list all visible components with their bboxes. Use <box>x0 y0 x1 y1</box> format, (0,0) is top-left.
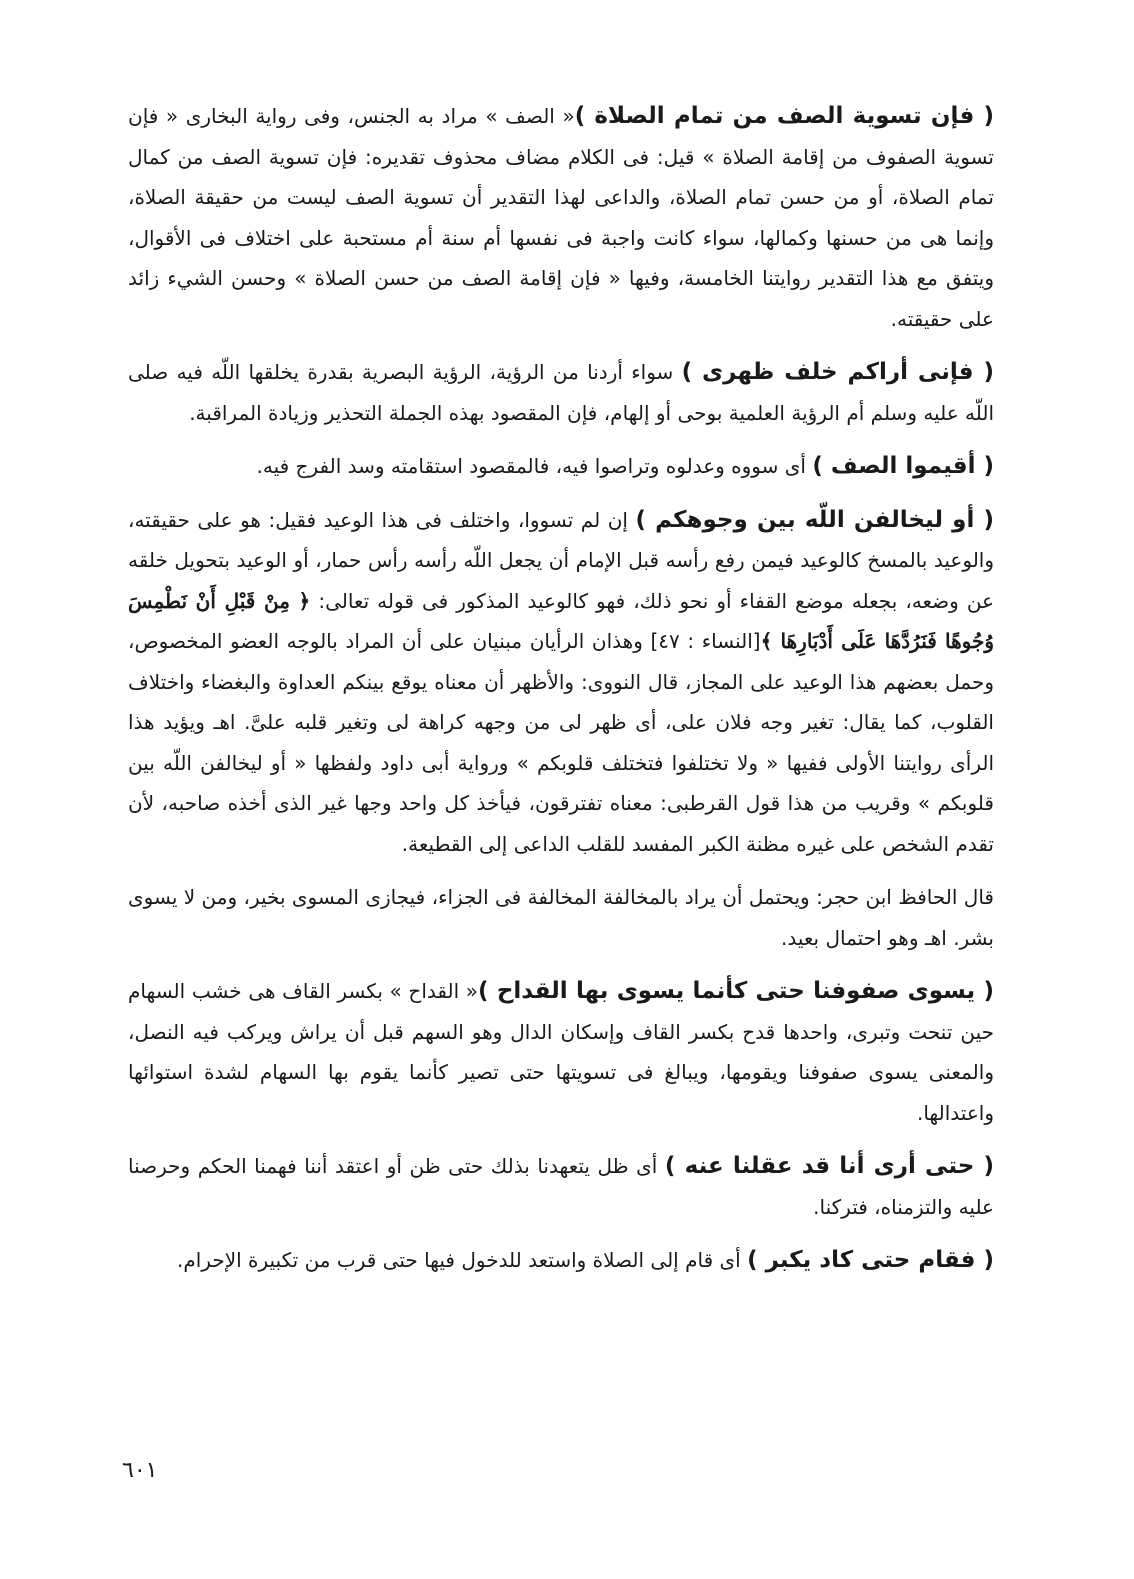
paragraph-4-text-after-verse: [النساء : ٤٧] وهذان الرأيان مبنيان على أن المراد بالوجه العضو المخصوص، وحمل بعضهم هذا الوعيد على المجاز، قال النووى: والأظهر أن معناه يوقع بينكم العداوة والبغضاء واختلاف القلوب، كما يقال: تغير وجه فلان على، أى ظهر لى من وجهه كراهة لى وتغير قلبه علىَّ. اهـ ويؤيد هذا الرأى روايتنا الأولى ففيها « ولا تختلفوا فتختلف قلوبكم » ورواية أبى داود ولفظها « أو ليخالفن اللّه بين قلوبكم » وقريب من هذا قول القرطبى: معناه تفترقون، فيأخذ كل واحد وجها غير الذى أخذه صاحبه، لأن تقدم الشخص على غيره مظنة الكبر المفسد للقلب الداعى إلى القطيعة. <box>128 629 994 856</box>
paragraph-6-heading: ( يسوى صفوفنا حتى كأنما يسوى بها القداح ) <box>478 978 994 1004</box>
paragraph-6-text: « القداح » بكسر القاف هى خشب السهام حين تنحت وتبرى، واحدها قدح بكسر القاف وإسكان الدال وهو السهم قبل أن يراش ويركب فيه النصل، والمعنى يسوى صفوفنا ويقومها، ويبالغ فى تسويتها حتى تصير كأنما يقوم بها السهام لشدة استوائها واعتدالها. <box>128 979 994 1125</box>
paragraph-2 <box>128 352 994 433</box>
paragraph-3-text: أى سووه وعدلوه وتراصوا فيه، فالمقصود استقامته وسد الفرج فيه. <box>256 454 813 478</box>
paragraph-1-text: « الصف » مراد به الجنس، وفى رواية البخارى « فإن تسوية الصفوف من إقامة الصلاة » قيل: فى الكلام مضاف محذوف تقديره: فإن تسوية الصف من كمال تمام الصلاة، أو من حسن تمام الصلاة، والداعى لهذا التقدير أن تسوية الصف ليست من حقيقة الصلاة، وإنما هى من حسنها وكمالها، سواء كانت واجبة فى نفسها أم سنة أم مستحبة على اختلاف فى الأقوال، ويتفق مع هذا التقدير روايتنا الخامسة، وفيها « فإن إقامة الصف من حسن الصلاة » وحسن الشيء زائد على حقيقته. <box>128 104 994 331</box>
paragraph-3-heading: ( أقيموا الصف ) <box>812 453 994 479</box>
paragraph-8-heading: ( فقام حتى كاد يكبر ) <box>747 1247 994 1273</box>
paragraph-4-heading: ( أو ليخالفن اللّه بين وجوهكم ) <box>635 506 994 533</box>
page-number: ٦٠١ <box>122 1458 158 1483</box>
paragraph-8 <box>128 1240 994 1281</box>
paragraph-7-heading: ( حتى أرى أنا قد عقلنا عنه ) <box>664 1153 995 1179</box>
paragraph-2-heading: ( فإنى أراكم خلف ظهرى ) <box>681 359 994 385</box>
paragraph-5-text: قال الحافظ ابن حجر: ويحتمل أن يراد بالمخالفة المخالفة فى الجزاء، فيجازى المسوى بخير، ومن لا يسوى بشر. اهـ وهو احتمال بعيد. <box>128 885 994 950</box>
paragraph-4 <box>128 500 994 865</box>
paragraph-3 <box>128 446 994 487</box>
paragraph-2-text: سواء أردنا من الرؤية، الرؤية البصرية بقدرة يخلقها اللّه فيه صلى اللّه عليه وسلم أم الرؤية العلمية بوحى أو إلهام، فإن المقصود بهذه الجملة التحذير وزيادة المراقبة. <box>128 360 994 425</box>
page-body <box>128 96 994 1281</box>
paragraph-6 <box>128 971 994 1133</box>
paragraph-5 <box>128 877 994 958</box>
paragraph-8-text: أى قام إلى الصلاة واستعد للدخول فيها حتى قرب من تكبيرة الإحرام. <box>177 1248 748 1272</box>
paragraph-1 <box>128 96 994 339</box>
paragraph-4-text-before-verse: إن لم تسووا، واختلف فى هذا الوعيد فقيل: هو على حقيقته، والوعيد بالمسخ كالوعيد فيمن رفع رأسه قبل الإمام أن يجعل اللّه رأسه رأس حمار، أو الوعيد بتحويل خلقه عن وضعه، بجعله موضع القفاء أو نحو ذلك، فهو كالوعيد المذكور فى قوله تعالى: <box>128 507 994 613</box>
paragraph-7-text: أى ظل يتعهدنا بذلك حتى ظن أو اعتقد أننا فهمنا الحكم وحرصنا عليه والتزمناه، فتركنا. <box>128 1154 994 1219</box>
paragraph-1-heading: ( فإن تسوية الصف من تمام الصلاة ) <box>574 103 994 129</box>
paragraph-7 <box>128 1146 994 1227</box>
quran-verse: ﴿ مِنْ قَبْلِ أَنْ نَطْمِسَ وُجُوهًا فَنَرُدَّهَا عَلَى أَدْبَارِهَا ﴾ <box>128 588 995 653</box>
